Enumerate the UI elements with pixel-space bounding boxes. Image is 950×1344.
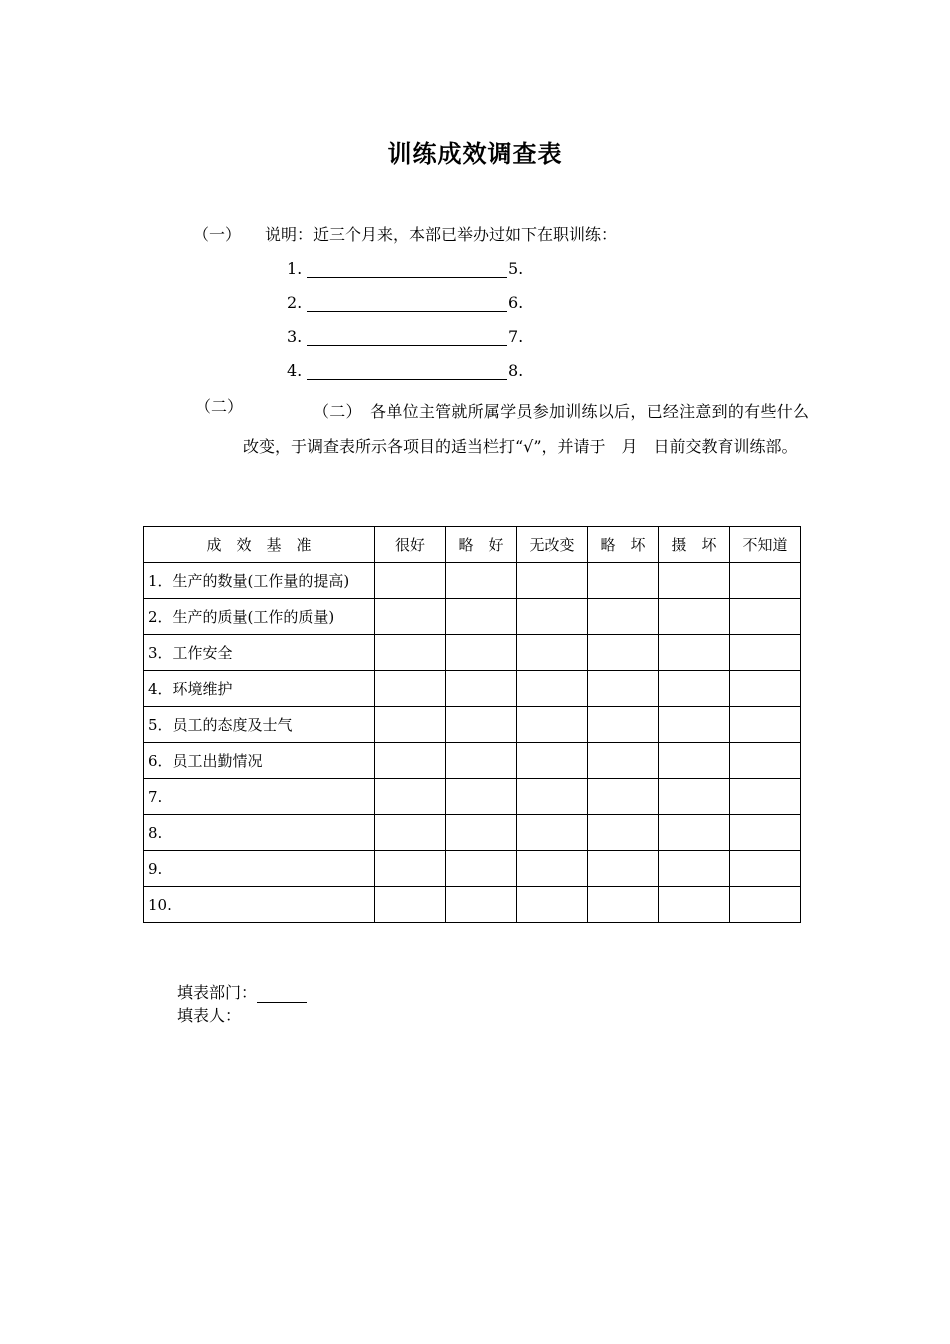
evaluation-table xyxy=(143,526,801,923)
course-number-left: 3. xyxy=(287,327,303,346)
course-blank-line[interactable] xyxy=(307,363,507,380)
check-cell[interactable] xyxy=(659,743,730,779)
section-1-marker: （一） xyxy=(193,225,242,244)
header-slightly-good: 略 好 xyxy=(446,527,517,563)
criteria-cell: 3．工作安全 xyxy=(144,635,375,671)
course-row xyxy=(287,290,523,312)
table-header-row xyxy=(144,527,801,563)
check-cell[interactable] xyxy=(375,635,446,671)
check-cell[interactable] xyxy=(375,563,446,599)
check-cell[interactable] xyxy=(588,707,659,743)
criteria-cell: 7. xyxy=(144,779,375,815)
course-number-left: 1. xyxy=(287,259,303,278)
check-cell[interactable] xyxy=(730,779,801,815)
page-title: 训练成效调查表 xyxy=(387,140,563,168)
check-cell[interactable] xyxy=(588,599,659,635)
header-unknown: 不知道 xyxy=(730,527,801,563)
section-2-marker: （二） xyxy=(195,397,244,416)
criteria-cell: 5．员工的态度及士气 xyxy=(144,707,375,743)
check-cell[interactable] xyxy=(730,599,801,635)
check-cell[interactable] xyxy=(517,707,588,743)
check-cell[interactable] xyxy=(659,851,730,887)
check-cell[interactable] xyxy=(517,779,588,815)
check-cell[interactable] xyxy=(517,671,588,707)
check-cell[interactable] xyxy=(375,779,446,815)
course-number-left: 2. xyxy=(287,293,303,312)
course-number-right: 7. xyxy=(508,327,524,346)
check-cell[interactable] xyxy=(659,707,730,743)
check-cell[interactable] xyxy=(517,599,588,635)
course-number-right: 5. xyxy=(508,259,524,278)
header-bad: 摄 坏 xyxy=(659,527,730,563)
criteria-cell: 1．生产的数量(工作量的提高) xyxy=(144,563,375,599)
course-row xyxy=(287,324,523,346)
criteria-cell: 8. xyxy=(144,815,375,851)
table-row xyxy=(144,707,801,743)
check-cell[interactable] xyxy=(375,743,446,779)
check-cell[interactable] xyxy=(588,815,659,851)
table-row xyxy=(144,599,801,635)
department-blank-line[interactable] xyxy=(257,986,307,1003)
table-row xyxy=(144,887,801,923)
check-cell[interactable] xyxy=(588,671,659,707)
course-row xyxy=(287,358,523,380)
check-cell[interactable] xyxy=(730,743,801,779)
check-cell[interactable] xyxy=(659,815,730,851)
check-cell[interactable] xyxy=(659,599,730,635)
header-criteria: 成 效 基 准 xyxy=(144,527,375,563)
criteria-cell: 2．生产的质量(工作的质量) xyxy=(144,599,375,635)
check-cell[interactable] xyxy=(375,671,446,707)
check-cell[interactable] xyxy=(730,635,801,671)
department-label: 填表部门： xyxy=(177,983,258,1002)
filler-label: 填表人： xyxy=(177,1006,242,1025)
check-cell[interactable] xyxy=(730,851,801,887)
course-number-right: 6. xyxy=(508,293,524,312)
header-very-good: 很好 xyxy=(375,527,446,563)
check-cell[interactable] xyxy=(446,887,517,923)
check-cell[interactable] xyxy=(659,635,730,671)
table-row xyxy=(144,779,801,815)
table-row xyxy=(144,743,801,779)
check-cell[interactable] xyxy=(588,851,659,887)
check-cell[interactable] xyxy=(517,743,588,779)
check-cell[interactable] xyxy=(375,851,446,887)
check-cell[interactable] xyxy=(730,563,801,599)
check-cell[interactable] xyxy=(375,815,446,851)
check-cell[interactable] xyxy=(517,635,588,671)
check-cell[interactable] xyxy=(730,671,801,707)
check-cell[interactable] xyxy=(517,563,588,599)
table-row xyxy=(144,563,801,599)
check-cell[interactable] xyxy=(446,635,517,671)
check-cell[interactable] xyxy=(517,851,588,887)
course-blank-line[interactable] xyxy=(307,261,507,278)
criteria-cell: 9. xyxy=(144,851,375,887)
check-cell[interactable] xyxy=(446,815,517,851)
header-no-change: 无改变 xyxy=(517,527,588,563)
header-slightly-bad: 略 坏 xyxy=(588,527,659,563)
department-field xyxy=(177,980,307,1003)
criteria-cell: 6．员工出勤情况 xyxy=(144,743,375,779)
course-blank-line[interactable] xyxy=(307,295,507,312)
check-cell[interactable] xyxy=(446,599,517,635)
check-cell[interactable] xyxy=(659,671,730,707)
section-1-text: 说明：近三个月来，本部已举办过如下在职训练： xyxy=(265,225,618,244)
table-row xyxy=(144,851,801,887)
check-cell[interactable] xyxy=(588,887,659,923)
course-number-left: 4. xyxy=(287,361,303,380)
check-cell[interactable] xyxy=(375,599,446,635)
course-blank-line[interactable] xyxy=(307,329,507,346)
check-cell[interactable] xyxy=(659,887,730,923)
check-cell[interactable] xyxy=(375,707,446,743)
check-cell[interactable] xyxy=(446,671,517,707)
course-number-right: 8. xyxy=(508,361,524,380)
course-row xyxy=(287,256,523,278)
criteria-cell: 4．环境维护 xyxy=(144,671,375,707)
section-2-text: （二） 各单位主管就所属学员参加训练以后，已经注意到的有些什么改变，于调查表所示各项目的适当栏打“√”，并请于 月 日前交教育训练部。 xyxy=(243,402,809,456)
check-cell[interactable] xyxy=(446,563,517,599)
table-row xyxy=(144,671,801,707)
check-cell[interactable] xyxy=(446,851,517,887)
check-cell[interactable] xyxy=(446,707,517,743)
check-cell[interactable] xyxy=(588,743,659,779)
check-cell[interactable] xyxy=(446,743,517,779)
check-cell[interactable] xyxy=(588,635,659,671)
table-row xyxy=(144,635,801,671)
check-cell[interactable] xyxy=(588,563,659,599)
check-cell[interactable] xyxy=(730,707,801,743)
check-cell[interactable] xyxy=(517,815,588,851)
criteria-cell: 10. xyxy=(144,887,375,923)
check-cell[interactable] xyxy=(730,815,801,851)
check-cell[interactable] xyxy=(588,779,659,815)
check-cell[interactable] xyxy=(659,563,730,599)
check-cell[interactable] xyxy=(659,779,730,815)
check-cell[interactable] xyxy=(375,887,446,923)
check-cell[interactable] xyxy=(517,887,588,923)
check-cell[interactable] xyxy=(446,779,517,815)
table-row xyxy=(144,815,801,851)
check-cell[interactable] xyxy=(730,887,801,923)
